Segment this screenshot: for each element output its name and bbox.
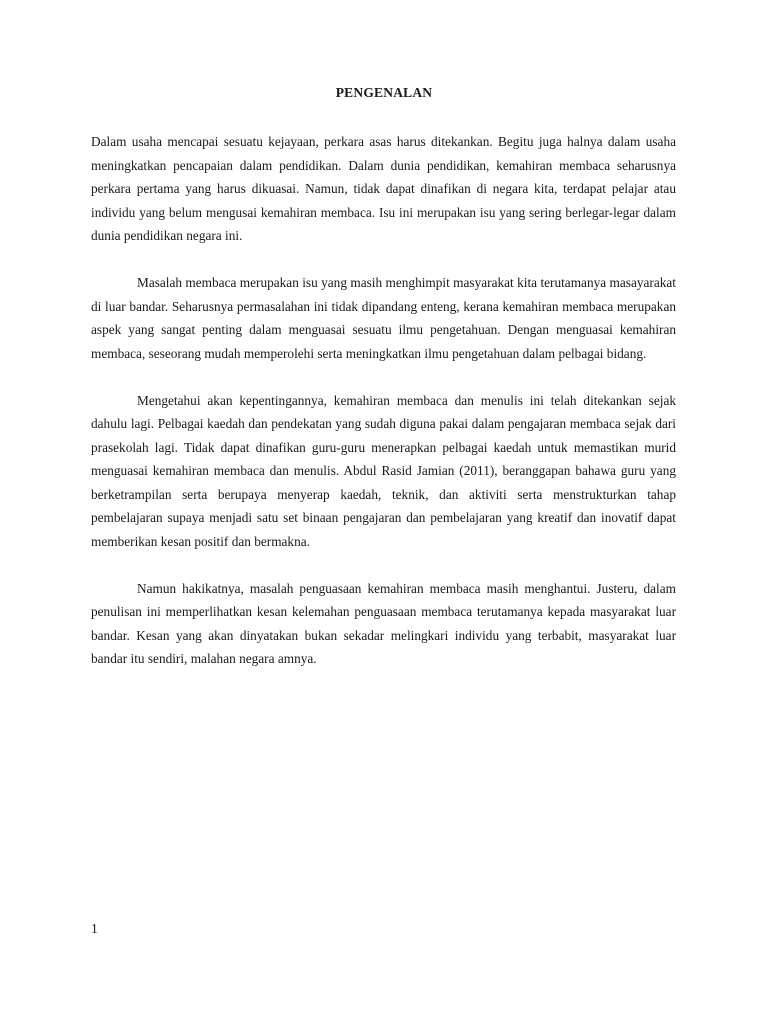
page-number: 1 xyxy=(91,921,98,936)
document-body xyxy=(91,130,676,694)
page-title: PENGENALAN xyxy=(335,85,433,100)
paragraph-3: Mengetahui akan kepentingannya, kemahiran membaca dan menulis ini telah ditekankan sejak dahulu lagi. Pelbagai kaedah dan pendekatan yang sudah diguna pakai dalam pengajaran membaca sejak dari prasekolah lagi. Tidak dapat dinafikan guru-guru menerapkan pelbagai kaedah untuk memastikan murid menguasai kemahiran membaca dan menulis. Abdul Rasid Jamian (2011), beranggapan bahawa guru yang berketrampilan serta berupaya menyerap kaedah, teknik, dan aktiviti serta menstrukturkan tahap pembelajaran supaya menjadi satu set binaan pengajaran dan pembelajaran yang kreatif dan inovatif dapat memberikan kesan positif dan bermakna. xyxy=(91,392,676,549)
paragraph-4: Namun hakikatnya, masalah penguasaan kemahiran membaca masih menghantui. Justeru, dalam penulisan ini memperlihatkan kesan kelemahan penguasaan membaca terutamanya kepada masyarakat luar bandar. Kesan yang akan dinyatakan bukan sekadar melingkari individu yang terbabit, masyarakat luar bandar itu sendiri, malahan negara amnya. xyxy=(91,580,676,666)
paragraph-2: Masalah membaca merupakan isu yang masih menghimpit masyarakat kita terutamanya masayarakat di luar bandar. Seharusnya permasalahan ini tidak dipandang enteng, kerana kemahiran membaca merupakan aspek yang sangat penting dalam menguasai sesuatu ilmu pengetahuan. Dengan menguasai kemahiran membaca, seseorang mudah memperolehi serta meningkatkan ilmu pengetahuan dalam pelbagai bidang. xyxy=(91,275,676,361)
paragraph-1: Dalam usaha mencapai sesuatu kejayaan, perkara asas harus ditekankan. Begitu juga halnya dalam usaha meningkatkan pencapaian dalam pendidikan. Dalam dunia pendidikan, kemahiran membaca seharusnya perkara pertama yang harus dikuasai. Namun, tidak dapat dinafikan di negara kita, terdapat pelajar atau individu yang belum mengusai kemahiran membaca. Isu ini merupakan isu yang sering berlegar-legar dalam dunia pendidikan negara ini. xyxy=(91,134,676,243)
